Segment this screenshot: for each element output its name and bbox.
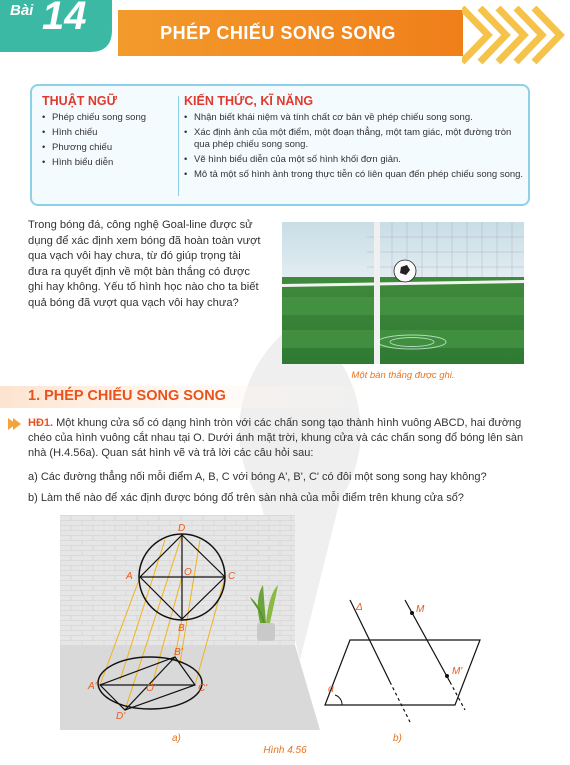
figure-caption: Hình 4.56 (263, 745, 307, 756)
label-M: M (416, 604, 425, 615)
intro-paragraph: Trong bóng đá, công nghệ Goal-line được sử dụng để xác định xem bóng đã hoàn toàn vượt qua vạch vôi hay chưa, từ đó giúp trọng tài đưa ra quyết định về một bàn thắng có được ghi hay không. Yếu tố hình học nào cho ta biết quả bóng đã vượt qua vạch vôi hay chưa? (28, 219, 261, 309)
term-item: • Hình chiếu (42, 127, 182, 139)
label-C: C (228, 571, 236, 582)
column-divider (178, 96, 179, 196)
photo-caption: Một bàn thắng được ghi. (351, 370, 455, 381)
term-item: • Phương chiếu (42, 142, 182, 154)
activity-tag: HĐ1. (28, 417, 54, 429)
label-alpha: α (328, 684, 334, 695)
question-a: a) Các đường thẳng nối mỗi điểm A, B, C với bóng A', B', C' có đôi một song song hay không? (28, 471, 487, 483)
term-item: • Phép chiếu song song (42, 112, 182, 124)
label-D-prime: D' (116, 711, 126, 722)
label-B: B (178, 623, 185, 634)
skills-heading: KIẾN THỨC, KĨ NĂNG (184, 94, 314, 108)
label-delta: Δ (356, 602, 363, 613)
skill-item: • Xác định ảnh của một điểm, một đoạn thẳng, một tam giác, một đường tròn qua phép chiếu song song. (184, 127, 524, 151)
label-O-prime: O' (146, 683, 156, 694)
label-A-prime: A' (88, 681, 97, 692)
activity-paragraph (28, 416, 540, 461)
term-item: • Hình biểu diễn (42, 157, 182, 169)
skills-list (184, 112, 524, 181)
badge-number: 14 (42, 0, 87, 38)
skill-item: • Nhận biết khái niệm và tính chất cơ bản về phép chiếu song song. (184, 112, 524, 124)
label-B-prime: B' (174, 647, 183, 658)
activity-arrow-icon (8, 418, 22, 430)
skills-column (184, 94, 524, 184)
question-b: b) Làm thế nào để xác định được bóng đổ trên sàn nhà của mỗi điểm trên khung cửa sổ? (28, 492, 464, 504)
activity-text: Một khung cửa sổ có dạng hình tròn với các chấn song tạo thành hình vuông ABCD, hai đường chéo của hình vuông cắt nhau tại O. Dưới ánh mặt trời, khung cửa và các chấn song đổ bóng lên sàn nhà (H.4.56a). Quan sát hình vẽ và trả lời các câu hỏi sau: (28, 417, 524, 459)
label-C-prime: C' (198, 683, 208, 694)
goal-line-photo (282, 222, 524, 364)
label-A: A (126, 571, 133, 582)
section-title: 1. PHÉP CHIẾU SONG SONG (28, 388, 226, 404)
skill-item: • Mô tả một số hình ảnh trong thực tiễn có liên quan đến phép chiếu song song. (184, 169, 524, 181)
lesson-overview-box (30, 84, 530, 206)
label-M-prime: M' (452, 666, 463, 677)
terms-heading: THUẬT NGỮ (42, 94, 117, 108)
chevron-decoration-icon (462, 6, 570, 64)
window-shadow-figure (60, 515, 320, 730)
badge-prefix: Bài (10, 2, 34, 19)
lesson-banner (0, 0, 570, 70)
label-O: O (184, 567, 192, 578)
label-D: D (178, 523, 186, 534)
terms-column (42, 94, 182, 172)
projection-diagram (310, 590, 510, 730)
terms-list (42, 112, 182, 169)
subfigure-b-label: b) (393, 733, 402, 744)
skill-item: • Vẽ hình biểu diễn của một số hình khối đơn giản. (184, 154, 524, 166)
page-title: PHÉP CHIẾU SONG SONG (160, 22, 396, 43)
subfigure-a-label: a) (172, 733, 181, 744)
